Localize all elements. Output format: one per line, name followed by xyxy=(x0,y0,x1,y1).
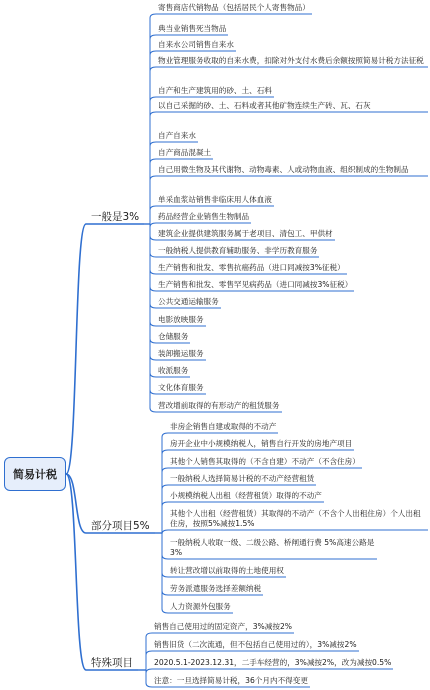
connector xyxy=(162,502,168,506)
leaf-b0-21[interactable]: 营改增前取得的有形动产的租赁服务 xyxy=(158,401,280,410)
leaf-b0-9[interactable]: 单采血浆站销售非临床用人体血液 xyxy=(158,195,272,204)
connector xyxy=(66,224,86,474)
leaf-b1-9[interactable]: 人力资源外包服务 xyxy=(170,602,231,611)
leaf-b0-6[interactable]: 自产自来水 xyxy=(158,131,196,140)
leaf-b0-15[interactable]: 公共交通运输服务 xyxy=(158,297,219,306)
connector xyxy=(150,112,156,116)
leaf-b2-0[interactable]: 销售自己使用过的固定资产，3%减按2% xyxy=(154,622,292,631)
leaf-b0-4[interactable]: 自产和生产建筑用的砂、土、石料 xyxy=(158,86,272,95)
connector xyxy=(162,468,168,472)
leaf-b0-5[interactable]: 以自己采掘的砂、土、石料或者其他矿物连续生产砖、瓦、石灰 xyxy=(158,101,371,110)
connector xyxy=(150,176,156,180)
leaf-b1-8[interactable]: 劳务派遣服务选择差额纳税 xyxy=(170,584,262,593)
connector xyxy=(162,485,168,489)
leaf-b1-6[interactable]: 一般纳税人收取一级、二级公路、桥闸通行费 5%高速公路是3% xyxy=(170,538,375,557)
leaf-b0-20[interactable]: 文化体育服务 xyxy=(158,383,204,392)
connector xyxy=(146,651,152,655)
leaf-b0-1[interactable]: 典当业销售死当物品 xyxy=(158,24,227,33)
connector xyxy=(150,35,156,39)
connector xyxy=(162,450,168,454)
leaf-b0-7[interactable]: 自产商品混凝土 xyxy=(158,148,212,157)
connector xyxy=(150,159,156,163)
leaf-b0-19[interactable]: 收派服务 xyxy=(158,366,189,375)
leaf-b1-2[interactable]: 其他个人销售其取得的（不含自建）不动产（不含住房） xyxy=(170,457,360,466)
leaf-b2-3[interactable]: 注意：一旦选择简易计税，36个月内不得变更 xyxy=(154,676,308,685)
connector xyxy=(150,51,156,55)
connector xyxy=(146,669,152,673)
leaf-b1-0[interactable]: 非房企销售自建或取得的不动产 xyxy=(170,422,277,431)
leaf-b1-5[interactable]: 其他个人出租（经营租赁）其取得的不动产（不含个人出租住房）个人出租住房，按照5%减按1.5% xyxy=(170,509,421,528)
connector xyxy=(150,223,156,227)
root-node[interactable]: 简易计税 xyxy=(4,457,66,491)
leaf-b1-7[interactable]: 转让营改增以前取得的土地使用权 xyxy=(170,566,284,575)
leaf-b0-11[interactable]: 建筑企业提供建筑服务属于老项目、清包工、甲供材 xyxy=(158,229,333,238)
leaf-b0-2[interactable]: 自来水公司销售自来水 xyxy=(158,40,234,49)
branch-partial-5pct[interactable]: 部分项目5% xyxy=(91,520,150,532)
connector xyxy=(150,142,156,146)
leaf-b0-17[interactable]: 仓储服务 xyxy=(158,332,189,341)
leaf-b0-18[interactable]: 装卸搬运服务 xyxy=(158,349,204,358)
connector xyxy=(150,67,156,71)
leaf-b0-14[interactable]: 生产销售和批发、零售罕见病药品（进口同减按3%征税） xyxy=(158,280,353,289)
connector xyxy=(162,530,168,534)
leaf-b0-8[interactable]: 自己用微生物及其代谢物、动物毒素、人或动物血液、组织制成的生物制品 xyxy=(158,165,409,174)
leaf-b1-1[interactable]: 房开企业中小规模纳税人，销售自行开发的房地产项目 xyxy=(170,439,353,448)
connector xyxy=(66,474,86,533)
branch-special[interactable]: 特殊项目 xyxy=(91,657,133,669)
leaf-b1-4[interactable]: 小规模纳税人出租（经营租赁）取得的不动产 xyxy=(170,491,322,500)
leaf-b0-10[interactable]: 药品经营企业销售生物制品 xyxy=(158,212,250,221)
leaf-b2-2[interactable]: 2020.5.1-2023.12.31，二手车经营的，3%减按2%，改为减按0.5% xyxy=(154,658,392,667)
leaf-b1-3[interactable]: 一般纳税人选择简易计税的不动产经营租赁 xyxy=(170,474,315,483)
leaf-b0-12[interactable]: 一般纳税人提供教育辅助服务、非学历教育服务 xyxy=(158,246,318,255)
connector xyxy=(150,206,156,210)
leaf-b0-16[interactable]: 电影放映服务 xyxy=(158,315,204,324)
leaf-b0-3[interactable]: 物业管理服务收取的自来水费，扣除对外支付水费后余额按照简易计税方法征税 xyxy=(158,56,424,65)
connector xyxy=(146,633,152,637)
leaf-b0-13[interactable]: 生产销售和批发、零售抗癌药品（进口同减按3%征税） xyxy=(158,263,345,272)
branch-general-3pct[interactable]: 一般是3% xyxy=(91,211,140,223)
leaf-b2-1[interactable]: 销售旧货（二次流通，但不包括自己使用过的），3%减按2% xyxy=(154,640,357,649)
leaf-b0-0[interactable]: 寄售商店代销物品（包括居民个人寄售物品） xyxy=(158,3,310,12)
connector xyxy=(150,14,156,18)
connector xyxy=(162,433,168,437)
